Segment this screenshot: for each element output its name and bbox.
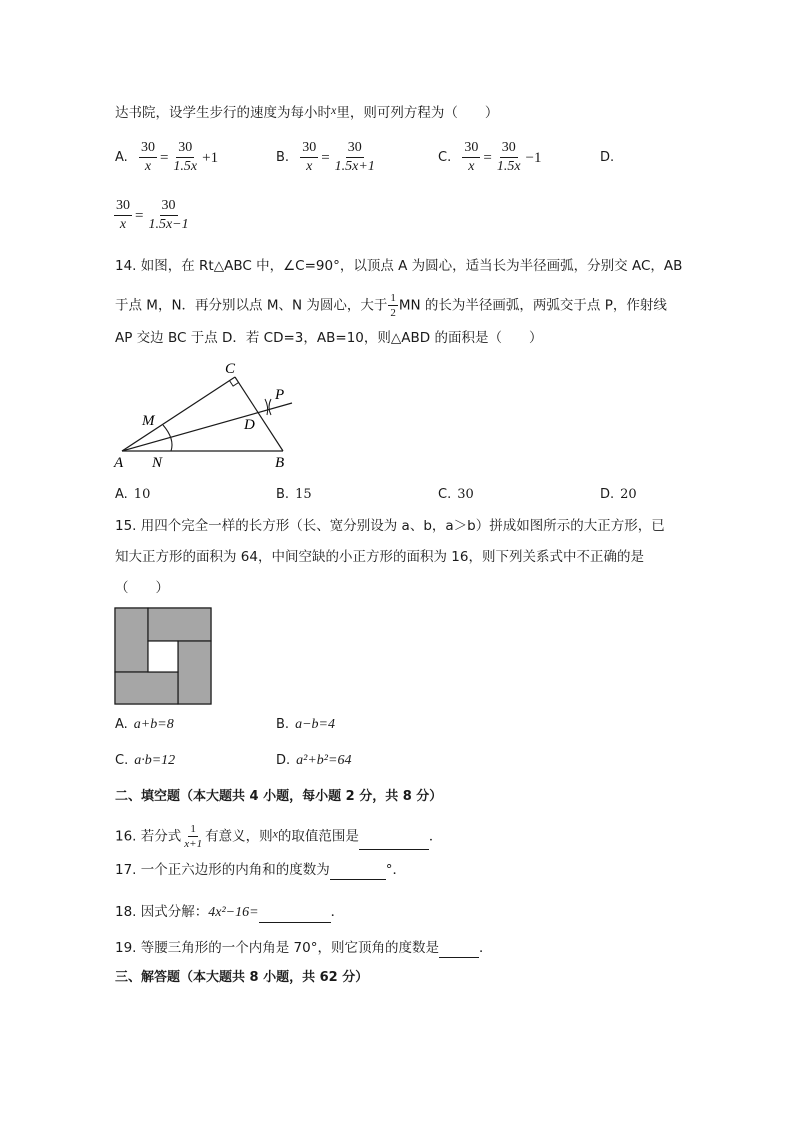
q14-option-c[interactable]: C. 30 xyxy=(438,487,474,502)
q17-line: 17. 一个正六边形的内角和的度数为 °． xyxy=(115,862,407,878)
q18-line: 18. 因式分解：4x²−16= ． xyxy=(115,902,344,923)
q14-triangle-figure xyxy=(105,355,305,475)
rect-bottom xyxy=(115,672,178,704)
arc-p-2 xyxy=(269,399,271,415)
q13-option-d-expression[interactable]: $\frac{30}{x}$ = $\frac{30}{1.5x-1}$ xyxy=(116,198,189,232)
section-3-title: 三、解答题（本大题共 8 小题，共 62 分） xyxy=(115,970,369,985)
q15-stem-line-2: 知大正方形的面积为 64，中间空缺的小正方形的面积为 16，则下列关系式中不正确的是 xyxy=(115,549,644,565)
q13-variable-x: x xyxy=(331,103,337,117)
q14-stem-line-1: 14. 如图，在 Rt△ABC 中，∠C=90°，以顶点 A 为圆心，适当长为半径画弧，分别交 AC，AB xyxy=(115,258,683,274)
q13-option-c[interactable]: C. $\frac{30}{x}$ = $\frac{30}{1.5x}$ −1 xyxy=(438,140,542,174)
q15-option-d[interactable]: D. a²+b²=64 xyxy=(276,753,352,768)
q19-line: 19. 等腰三角形的一个内角是 70°，则它顶角的度数是 ． xyxy=(115,940,493,956)
q18-answer-blank[interactable] xyxy=(259,908,331,923)
q14-stem-line-2: 于点 M，N．再分别以点 M、N 为圆心，大于 $\frac{1}{2}$ MN 的长为半径画弧，两弧交于点 P，作射线 xyxy=(115,292,667,319)
q13-stem-line xyxy=(115,100,498,123)
label-n: N xyxy=(152,455,163,471)
q13-option-b[interactable]: B. $\frac{30}{x}$ = $\frac{30}{1.5x+1}$ xyxy=(276,140,375,174)
q15-option-c[interactable]: C. a·b=12 xyxy=(115,753,176,768)
label-b: B xyxy=(275,455,285,471)
q15-stem-line-3: （ ） xyxy=(115,580,169,596)
q13-option-a[interactable]: A. $\frac{30}{x}$ = $\frac{30}{1.5x}$ +1 xyxy=(115,140,219,174)
label-c: C xyxy=(225,361,236,377)
label-d: D xyxy=(244,417,255,433)
rect-right xyxy=(178,641,211,704)
arc-p-1 xyxy=(265,399,268,415)
q17-answer-blank[interactable] xyxy=(330,865,386,880)
q15-square-figure xyxy=(114,607,212,705)
q14-option-a[interactable]: A. 10 xyxy=(115,487,151,502)
q13-stem-text: 达书院，设学生步行的速度为每小时 xyxy=(115,105,331,121)
q15-option-a[interactable]: A. a+b=8 xyxy=(115,717,174,732)
label-p: P xyxy=(275,387,285,403)
rect-left xyxy=(115,608,148,672)
label-a: A xyxy=(114,455,124,471)
label-m: M xyxy=(142,413,155,429)
q19-answer-blank[interactable] xyxy=(439,943,479,958)
rect-top xyxy=(148,608,211,641)
section-2-title: 二、填空题（本大题共 4 小题，每小题 2 分，共 8 分） xyxy=(115,789,443,804)
q16-line: 16. 若分式 $\frac{1}{x+1}$ 有意义，则x的取值范围是 ． xyxy=(115,823,443,850)
q14-option-b[interactable]: B. 15 xyxy=(276,487,312,502)
q14-option-d[interactable]: D. 20 xyxy=(600,487,637,502)
q15-option-b[interactable]: B. a−b=4 xyxy=(276,717,335,732)
q14-stem-line-3: AP 交边 BC 于点 D．若 CD=3，AB=10，则△ABD 的面积是（ ） xyxy=(115,330,543,346)
q13-option-d-label[interactable]: D. xyxy=(600,150,615,165)
q16-answer-blank[interactable] xyxy=(359,835,429,850)
side-ac xyxy=(122,377,235,451)
q15-stem-line-1: 15. 用四个完全一样的长方形（长、宽分别设为 a、b，a＞b）拼成如图所示的大正方形，已 xyxy=(115,518,665,534)
q13-stem-end: 里，则可列方程为（ ） xyxy=(336,105,499,121)
center-square xyxy=(148,641,178,672)
